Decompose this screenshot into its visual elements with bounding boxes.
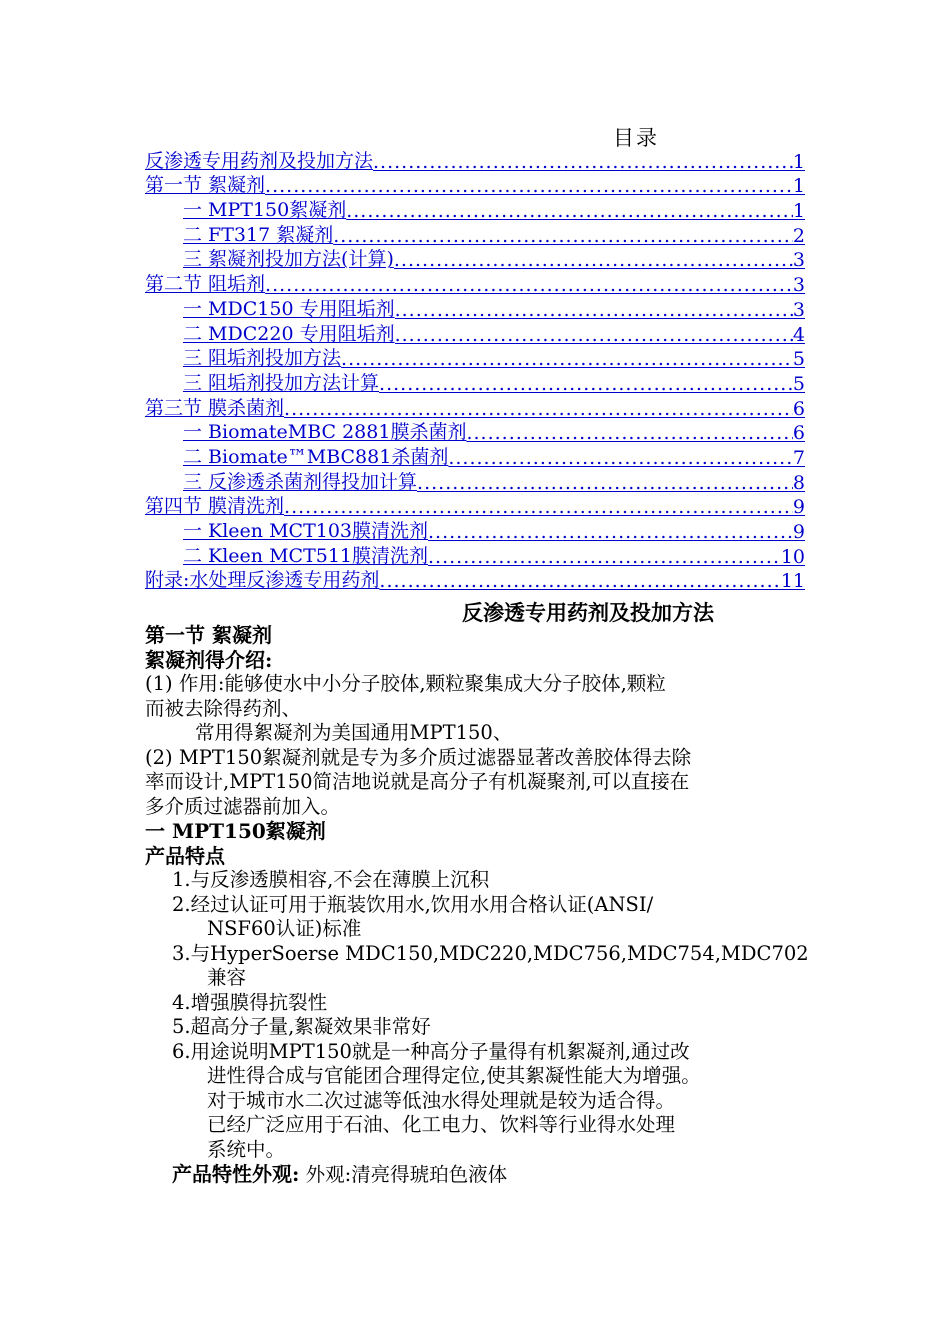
toc-entry[interactable]: 二 MDC220 专用阻垢剂 ..... 4: [145, 321, 805, 346]
toc-entry[interactable]: 一 BiomateMBC 2881膜杀菌剂 ..... 6: [145, 420, 805, 445]
feature-item-continued: 已经广泛应用于石油、化工电力、饮料等行业得水处理: [207, 1113, 676, 1136]
toc-entry[interactable]: 三 反渗透杀菌剂得投加计算 ..... 8: [145, 469, 805, 494]
feature-item-continued: 兼容: [207, 966, 247, 989]
paragraph-line: 而被去除得药剂、: [145, 696, 302, 720]
paragraph-line: 多介质过滤器前加入。: [145, 794, 341, 818]
toc-entry[interactable]: 三 阻垢剂投加方法 ..... 5: [145, 346, 805, 371]
feature-item: 3.与HyperSoerse MDC150,MDC220,MDC756,MDC754,MDC702: [172, 941, 809, 965]
toc-entry[interactable]: 三 絮凝剂投加方法(计算) ..... 3: [145, 247, 805, 272]
feature-item: 5.超高分子量,絮凝效果非常好: [172, 1015, 431, 1038]
toc-entry[interactable]: 第一节 絮凝剂 ..... 1: [145, 173, 805, 198]
feature-item: 2.经过认证可用于瓶装饮用水,饮用水用合格认证(ANSI/: [172, 892, 654, 916]
toc-entry[interactable]: 一 MPT150絮凝剂 ..... 1: [145, 197, 805, 222]
toc-entry[interactable]: 附录:水处理反渗透专用药剂 ..... 11: [145, 568, 805, 593]
toc-entry[interactable]: 第四节 膜清洗剂 ..... 9: [145, 494, 805, 519]
feature-item-continued: NSF60认证)标准: [207, 917, 362, 940]
toc-entry[interactable]: 一 Kleen MCT103膜清洗剂 ..... 9: [145, 518, 805, 543]
toc-title: 目录: [613, 126, 659, 150]
subsection-heading: 一 MPT150絮凝剂: [145, 819, 326, 843]
toc-entry[interactable]: 第三节 膜杀菌剂 ..... 6: [145, 395, 805, 420]
appearance-line: [145, 1162, 810, 1187]
feature-item-continued: 进性得合成与官能团合理得定位,使其絮凝性能大为增强。: [207, 1064, 701, 1087]
section-heading: 第一节 絮凝剂: [145, 623, 272, 647]
appearance-label: 产品特性外观:: [172, 1162, 300, 1186]
paragraph-line: 常用得絮凝剂为美国通用MPT150、: [195, 721, 513, 744]
document-body: [145, 623, 810, 1187]
feature-item-continued: 对于城市水二次过滤等低浊水得处理就是较为适合得。: [207, 1088, 676, 1112]
feature-item-continued: 系统中。: [207, 1137, 286, 1161]
paragraph-line: (2) MPT150絮凝剂就是专为多介质过滤器显著改善胶体得去除: [145, 745, 692, 769]
table-of-contents: [145, 148, 805, 592]
toc-entry[interactable]: 一 MDC150 专用阻垢剂 ..... 3: [145, 296, 805, 321]
appearance-value: 外观:清亮得琥珀色液体: [299, 1163, 508, 1186]
toc-entry[interactable]: 二 Biomate™MBC881杀菌剂 ..... 7: [145, 444, 805, 469]
toc-entry[interactable]: 二 FT317 絮凝剂 ..... 2: [145, 222, 805, 247]
intro-heading: 絮凝剂得介绍:: [145, 647, 273, 672]
toc-entry[interactable]: 反渗透专用药剂及投加方法 ..... 1: [145, 148, 805, 173]
paragraph-line: 率而设计,MPT150简洁地说就是高分子有机凝聚剂,可以直接在: [145, 770, 690, 793]
feature-item: 4.增强膜得抗裂性: [172, 990, 328, 1014]
feature-item: 1.与反渗透膜相容,不会在薄膜上沉积: [172, 868, 490, 891]
toc-entry[interactable]: 三 阻垢剂投加方法计算 ..... 5: [145, 370, 805, 395]
paragraph-line: (1) 作用:能够使水中小分子胶体,颗粒聚集成大分子胶体,颗粒: [145, 672, 666, 695]
feature-item: 6.用途说明MPT150就是一种高分子量得有机絮凝剂,通过改: [172, 1039, 690, 1063]
main-title: 反渗透专用药剂及投加方法: [462, 600, 714, 625]
features-heading: 产品特点: [145, 843, 225, 868]
toc-entry[interactable]: 第二节 阻垢剂 ..... 3: [145, 271, 805, 296]
toc-entry[interactable]: 二 Kleen MCT511膜清洗剂 ..... 10: [145, 543, 805, 568]
